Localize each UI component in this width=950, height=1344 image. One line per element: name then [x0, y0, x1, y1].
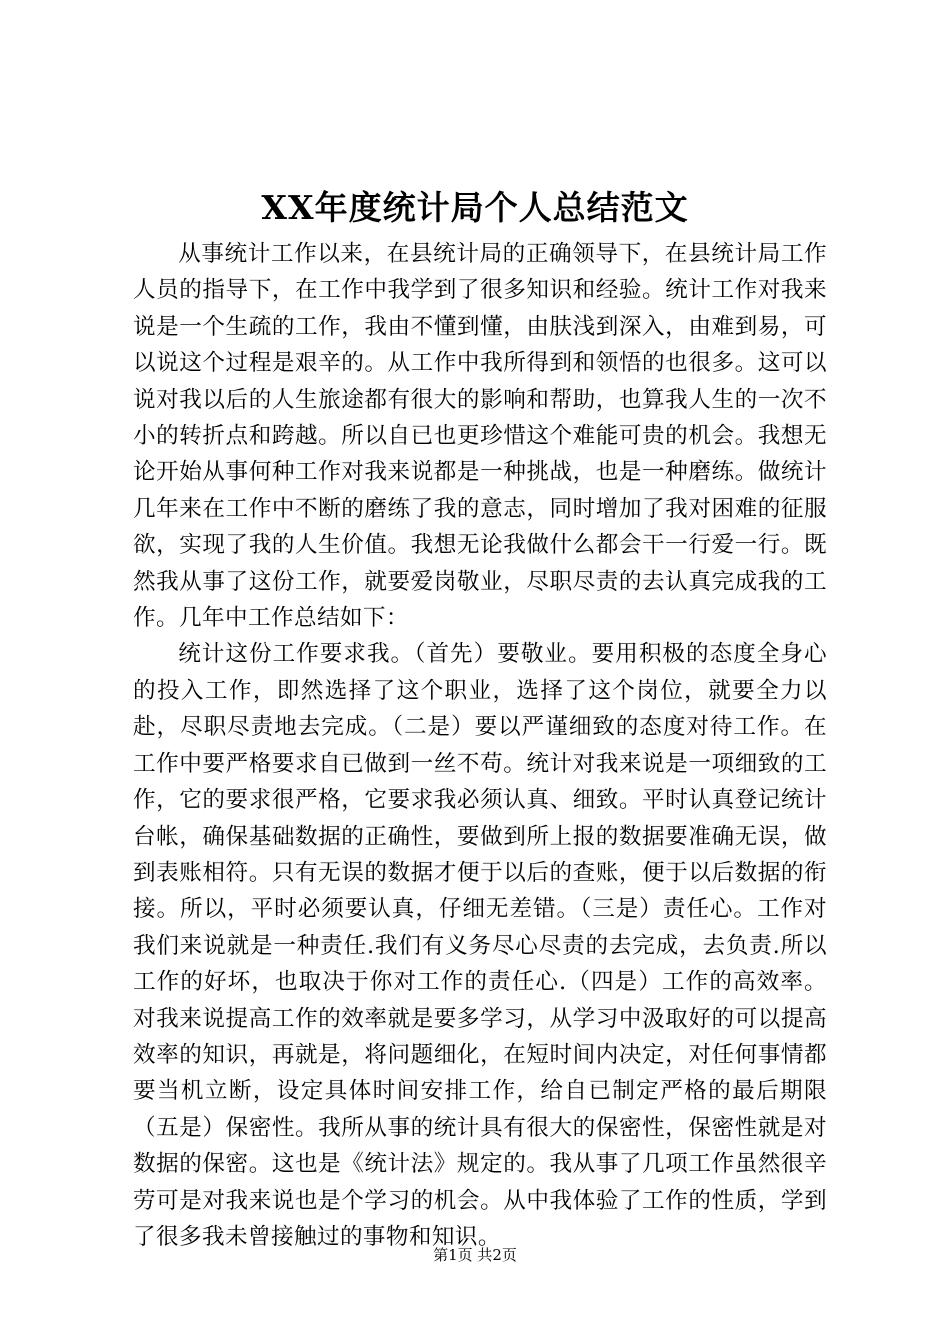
document-body [133, 236, 827, 1255]
paragraph-1: 从事统计工作以来，在县统计局的正确领导下，在县统计局工作人员的指导下，在工作中我学到了很多知识和经验。统计工作对我来说是一个生疏的工作，我由不懂到懂，由肤浅到深入，由难到易，可以说这个过程是艰辛的。从工作中我所得到和领悟的也很多。这可以说对我以后的人生旅途都有很大的影响和帮助，也算我人生的一次不小的转折点和跨越。所以自已也更珍惜这个难能可贵的机会。我想无论开始从事何种工作对我来说都是一种挑战，也是一种磨练。做统计几年来在工作中不断的磨练了我的意志，同时增加了我对困难的征服欲，实现了我的人生价值。我想无论我做什么都会干一行爱一行。既然我从事了这份工作，就要爱岗敬业，尽职尽责的去认真完成我的工作。几年中工作总结如下： [133, 241, 827, 632]
document-title: XX年度统计局个人总结范文 [261, 188, 689, 227]
paragraph-2: 统计这份工作要求我。（首先）要敬业。要用积极的态度全身心的投入工作，即然选择了这个职业，选择了这个岗位，就要全力以赴，尽职尽责地去完成。（二是）要以严谨细致的态度对待工作。在工作中要严格要求自已做到一丝不苟。统计对我来说是一项细致的工作，它的要求很严格，它要求我必须认真、细致。平时认真登记统计台帐，确保基础数据的正确性，要做到所上报的数据要准确无误，做到表账相符。只有无误的数据才便于以后的查账，便于以后数据的衔接。所以，平时必须要认真，仔细无差错。（三是）责任心。工作对我们来说就是一种责任.我们有义务尽心尽责的去完成，去负责.所以工作的好坏，也取决于你对工作的责任心.（四是）工作的高效率。对我来说提高工作的效率就是要多学习，从学习中汲取好的可以提高效率的知识，再就是，将问题细化，在短时间内决定，对任何事情都要当机立断，设定具体时间安排工作，给自已制定严格的最后期限（五是）保密性。我所从事的统计具有很大的保密性，保密性就是对数据的保密。这也是《统计法》规定的。我从事了几项工作虽然很辛劳可是对我来说也是个学习的机会。从中我体验了工作的性质，学到了很多我未曾接触过的事物和知识。 [133, 641, 827, 1250]
page-number-footer: 第1页 共2页 [433, 1246, 517, 1264]
